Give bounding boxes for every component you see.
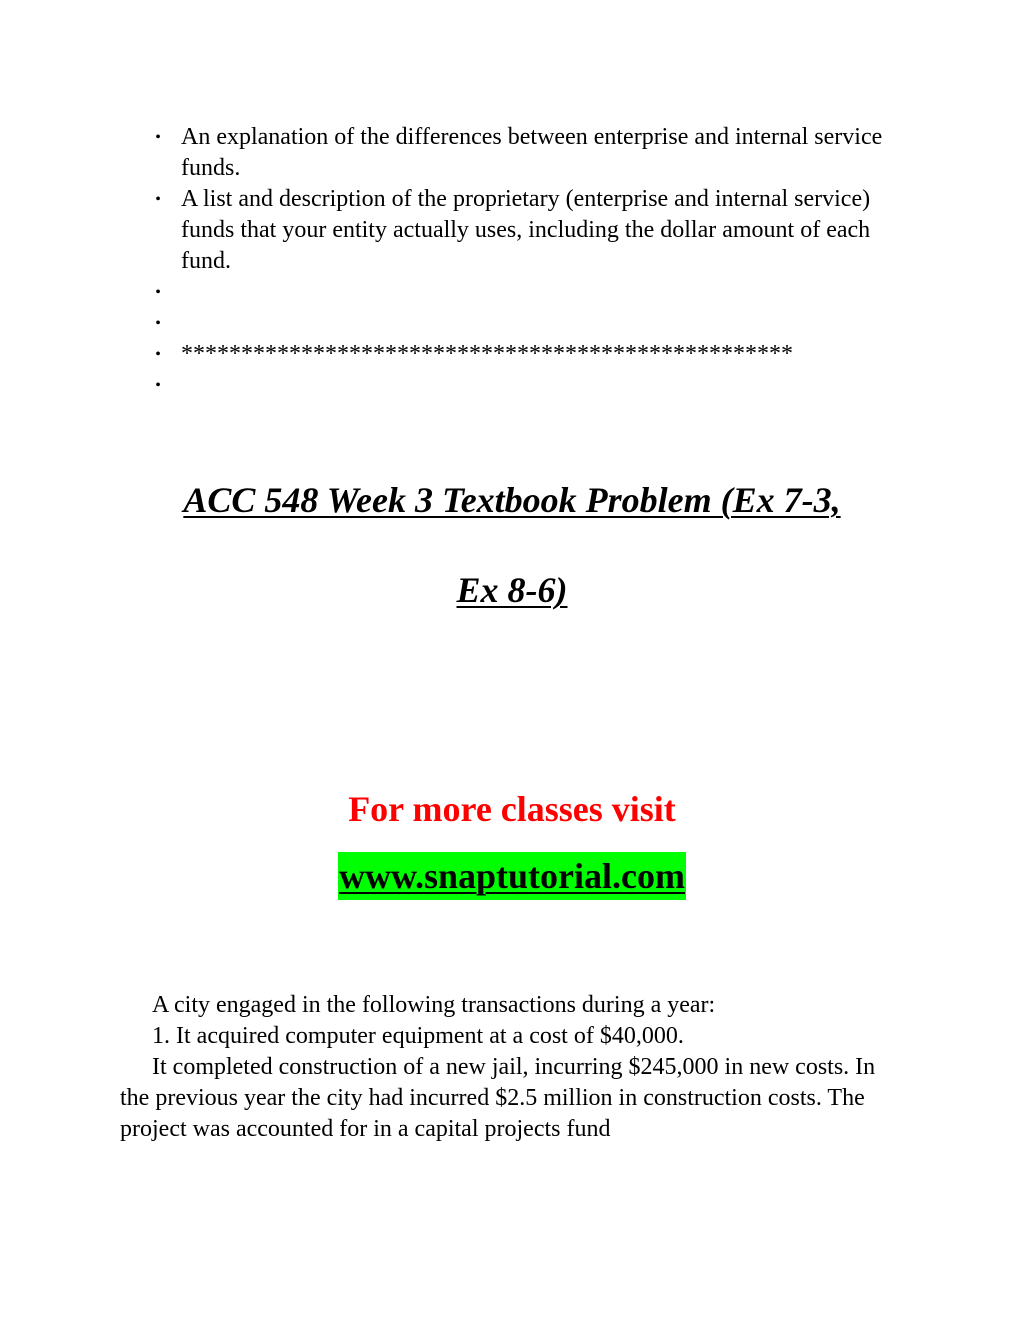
- bullet-item: [0, 370, 1024, 401]
- paragraph: 1. It acquired computer equipment at a cost of $40,000.: [152, 1023, 684, 1049]
- bullet-dot-icon: •: [155, 346, 161, 363]
- paragraph: A city engaged in the following transactions during a year:: [152, 992, 716, 1018]
- requirements-bullet-list: [0, 122, 1024, 401]
- promo-text: For more classes visit: [348, 789, 676, 829]
- bullet-dot-icon: •: [155, 315, 161, 332]
- bullet-item: [0, 122, 1024, 184]
- bullet-item: [0, 184, 1024, 277]
- bullet-dot-icon: •: [155, 377, 161, 394]
- bullet-item: [0, 308, 1024, 339]
- problem-description: [120, 990, 880, 1145]
- bullet-item: [0, 277, 1024, 308]
- asterisk-separator: ***************************************************: [181, 341, 793, 367]
- page-title-line-1: ACC 548 Week 3 Textbook Problem (Ex 7-3,: [183, 480, 841, 520]
- paragraph: It completed construction of a new jail, incurring $245,000 in new costs. In the previous year the city had incurred $2.5 million in construction costs. The project was accounted for in a capital projects fund: [120, 1054, 876, 1142]
- promo-link-container: [0, 852, 1024, 900]
- bullet-dot-icon: •: [155, 191, 161, 208]
- bullet-dot-icon: •: [155, 284, 161, 301]
- bullet-dot-icon: •: [155, 129, 161, 146]
- bullet-text: A list and description of the proprietary (enterprise and internal service) funds that your entity actually uses, including the dollar amount of each fund.: [181, 186, 871, 274]
- page-title-line-2: Ex 8-6): [456, 570, 568, 610]
- snaptutorial-link[interactable]: www.snaptutorial.com: [338, 852, 686, 900]
- bullet-item-separator: [0, 339, 1024, 370]
- bullet-text: An explanation of the differences between enterprise and internal service funds.: [181, 124, 883, 181]
